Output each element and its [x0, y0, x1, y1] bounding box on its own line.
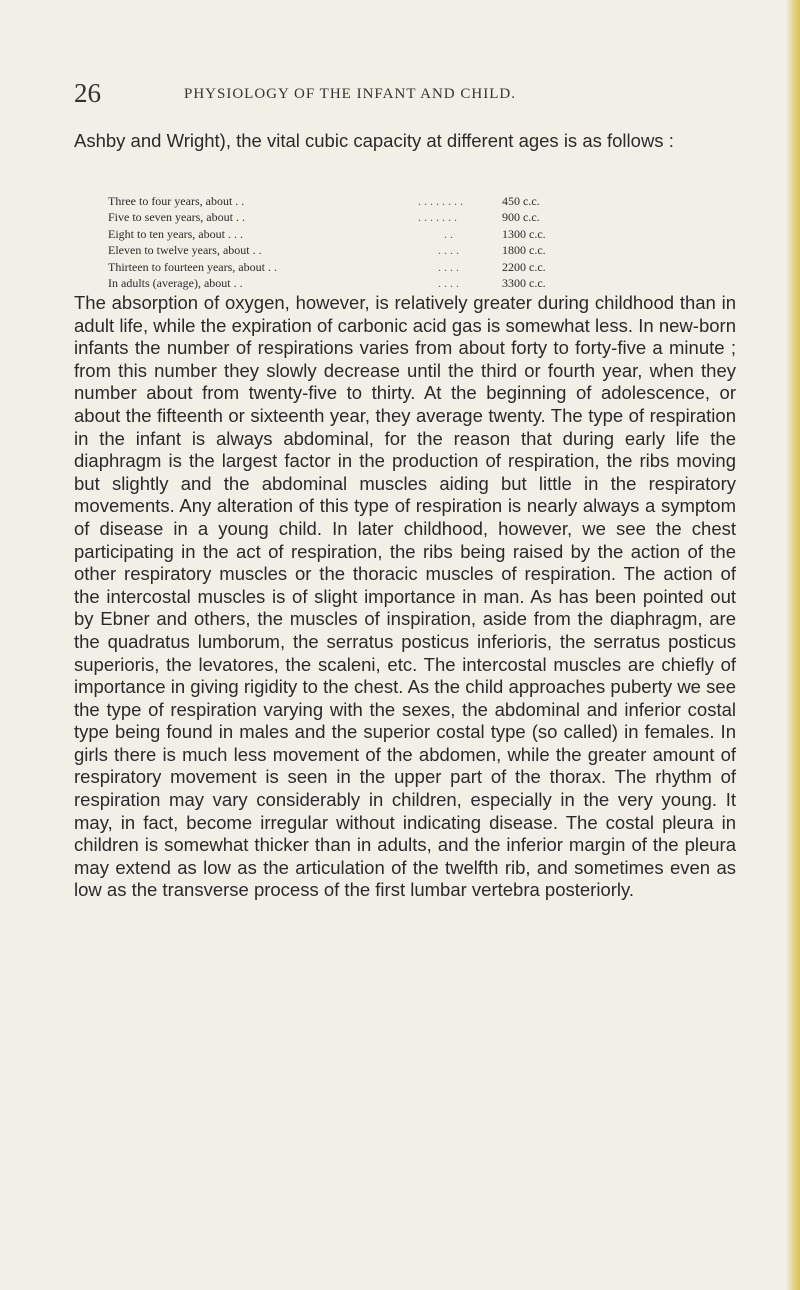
page-edge [786, 0, 800, 1290]
table-row [108, 209, 738, 225]
row-value: 2200 c.c. [502, 259, 546, 274]
page-header [74, 78, 734, 108]
row-value: 1800 c.c. [502, 243, 546, 258]
table-row [108, 226, 738, 242]
row-label: Eleven to twelve years, about . . [108, 243, 262, 258]
row-value: 450 c.c. [502, 194, 540, 208]
row-label: Thirteen to fourteen years, about . . [108, 259, 277, 274]
row-leader: . . . . . . . . [418, 194, 463, 208]
running-title: PHYSIOLOGY OF THE INFANT AND CHILD. [184, 86, 516, 102]
vital-capacity-table [108, 193, 738, 291]
row-label: Five to seven years, about . . [108, 210, 245, 225]
row-label: Eight to ten years, about . . . [108, 226, 243, 241]
body-paragraph: The absorption of oxygen, however, is relatively greater during childhood than in adult life, while the expiration of carbonic acid gas is somewhat less. In new-born infants the number of respirations varies from about forty to forty-five a minute ; from this number they slowly decrease until the third or fourth year, when they number about from twenty-five to thirty. At the beginning of adolescence, or about the fifteenth or sixteenth year, they average twenty. The type of respiration in the infant is always abdominal, for the reason that during early life the diaphragm is the largest factor in the production of respiration, the ribs moving but slightly and the abdominal muscles aiding but little in the respiratory movements. Any alteration of this type of respiration is nearly always a symptom of disease in a young child. In later childhood, however, we see the chest participating in the act of respiration, the ribs being raised by the action of the other respiratory muscles or the thoracic muscles of respiration. The action of the intercostal muscles is of slight importance in man. As has been pointed out by Ebner and others, the muscles of inspiration, aside from the diaphragm, are the quadratus lumborum, the serratus posticus inferioris, the serratus posticus superioris, the levatores, the scaleni, etc. The intercostal muscles are chiefly of importance in giving rigidity to the chest. As the child approaches puberty we see the type of respiration varying with the sexes, the abdominal and inferior costal type being found in males and the superior costal type (so called) in females. In girls there is much less movement of the abdomen, while the greater amount of respiratory movement is seen in the upper part of the thorax. The rhythm of respiration may vary considerably in children, especially in the very young. It may, in fact, become irregular without indicating disease. The costal pleura in children is somewhat thicker than in adults, and the inferior margin of the pleura may extend as low as the articulation of the twelfth rib, and sometimes even as low as the transverse process of the first lumbar vertebra posteriorly. [74, 292, 736, 901]
row-value: 1300 c.c. [502, 226, 546, 241]
row-leader: . . . . . . . [418, 210, 457, 225]
table-row [108, 242, 738, 258]
row-label: Three to four years, about . . [108, 194, 245, 208]
row-value: 3300 c.c. [502, 275, 546, 290]
intro-paragraph: Ashby and Wright), the vital cubic capacity at different ages is as follows : [74, 130, 674, 151]
table-row [108, 259, 738, 275]
row-value: 900 c.c. [502, 210, 540, 225]
table-row [108, 193, 738, 209]
row-leader: . . . . [438, 275, 459, 290]
row-leader: . . . . [438, 259, 459, 274]
table-row [108, 275, 738, 291]
row-label: In adults (average), about . . [108, 275, 243, 290]
page-number: 26 [74, 78, 101, 108]
row-leader: . . [444, 226, 453, 241]
row-leader: . . . . [438, 243, 459, 258]
